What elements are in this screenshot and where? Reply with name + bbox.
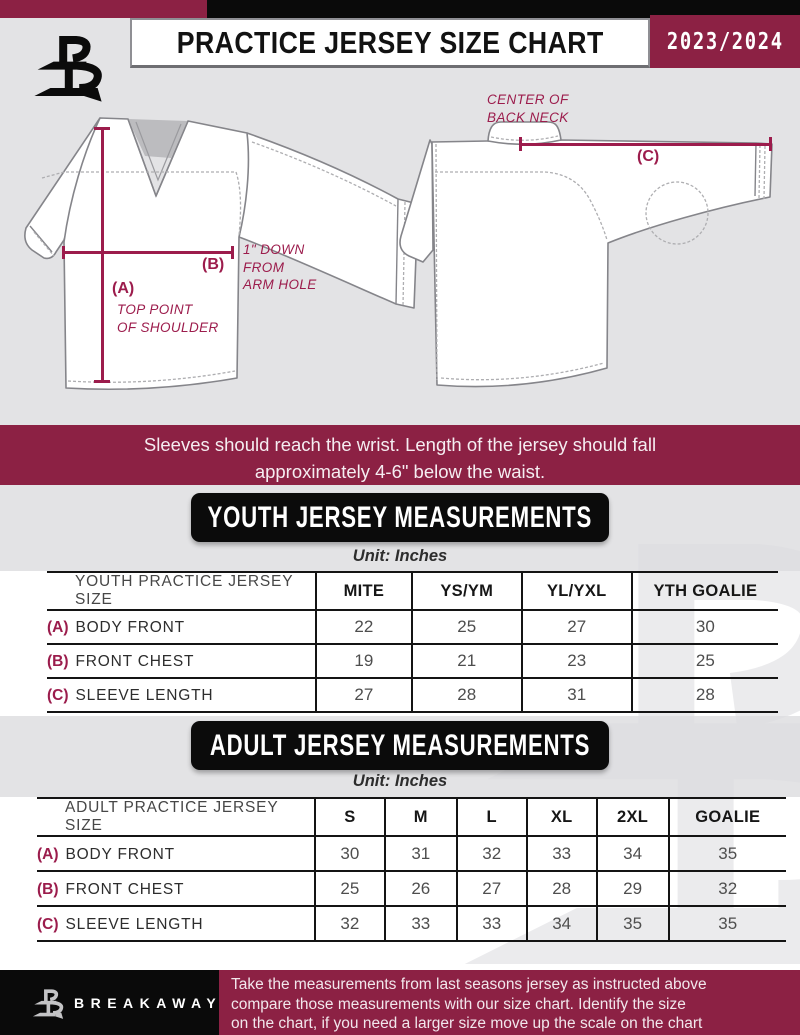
page-title: PRACTICE JERSEY SIZE CHART xyxy=(176,24,604,60)
front-key-a: (A) xyxy=(112,280,135,297)
front-caption-a: TOP POINT OF SHOULDER xyxy=(117,302,219,335)
measure-line-a-cap-top xyxy=(94,127,110,130)
youth-size-table xyxy=(47,571,778,713)
back-caption-c: CENTER OF BACK NECK xyxy=(487,92,569,125)
measure-line-c-cap-left xyxy=(519,137,522,151)
table-row: (B) FRONT CHEST 25 26 27 28 29 32 xyxy=(37,871,786,906)
adult-unit-label: Unit: Inches xyxy=(352,772,448,790)
measure-line-b-cap-right xyxy=(231,246,234,259)
youth-unit-label: Unit: Inches xyxy=(352,547,448,565)
measure-line-c-cap-right xyxy=(769,137,772,151)
season-box xyxy=(650,15,800,68)
brand-name: BREAKAWAY xyxy=(74,995,223,1011)
page-title-box xyxy=(130,18,650,68)
season-label: 2023/2024 xyxy=(666,28,784,55)
front-jersey-diagram xyxy=(20,80,420,410)
footer-b-logo xyxy=(30,984,66,1020)
measure-line-b xyxy=(62,251,234,254)
front-key-b: (B) xyxy=(202,256,225,273)
measure-line-a xyxy=(101,128,104,383)
top-maroon-strip xyxy=(0,0,207,18)
table-row: (B) FRONT CHEST 19 21 23 25 xyxy=(47,644,778,678)
measure-line-a-cap-bottom xyxy=(94,380,110,383)
measure-line-c xyxy=(519,143,772,146)
table-row: (C) SLEEVE LENGTH 32 33 33 34 35 35 xyxy=(37,906,786,941)
table-row: (C) SLEEVE LENGTH 27 28 31 28 xyxy=(47,678,778,712)
table-row: ADULT PRACTICE JERSEY SIZE S M L XL 2XL GOALIE xyxy=(37,798,786,836)
table-row: (A) BODY FRONT 30 31 32 33 34 35 xyxy=(37,836,786,871)
notice-text: Sleeves should reach the wrist. Length of the jersey should fall approximately 4-6" below the waist. xyxy=(143,434,657,482)
table-row: (A) BODY FRONT 22 25 27 30 xyxy=(47,610,778,644)
adult-size-table xyxy=(37,797,786,942)
table-row: YOUTH PRACTICE JERSEY SIZE MITE YS/YM YL/YXL YTH GOALIE xyxy=(47,572,778,610)
youth-section-banner: YOUTH JERSEY MEASUREMENTS xyxy=(191,493,609,542)
adult-section-banner: ADULT JERSEY MEASUREMENTS xyxy=(191,721,609,770)
footer-note: Take the measurements from last seasons jersey as instructed above compare those measurements with our size chart. Identify the size on the chart, if you need a larger size move up the scale on the chart xyxy=(231,976,707,1032)
back-jersey-diagram xyxy=(395,80,780,410)
measure-line-b-cap-left xyxy=(62,246,65,259)
front-caption-b: 1" DOWN FROM ARM HOLE xyxy=(243,242,317,292)
back-key-c: (C) xyxy=(637,148,660,165)
